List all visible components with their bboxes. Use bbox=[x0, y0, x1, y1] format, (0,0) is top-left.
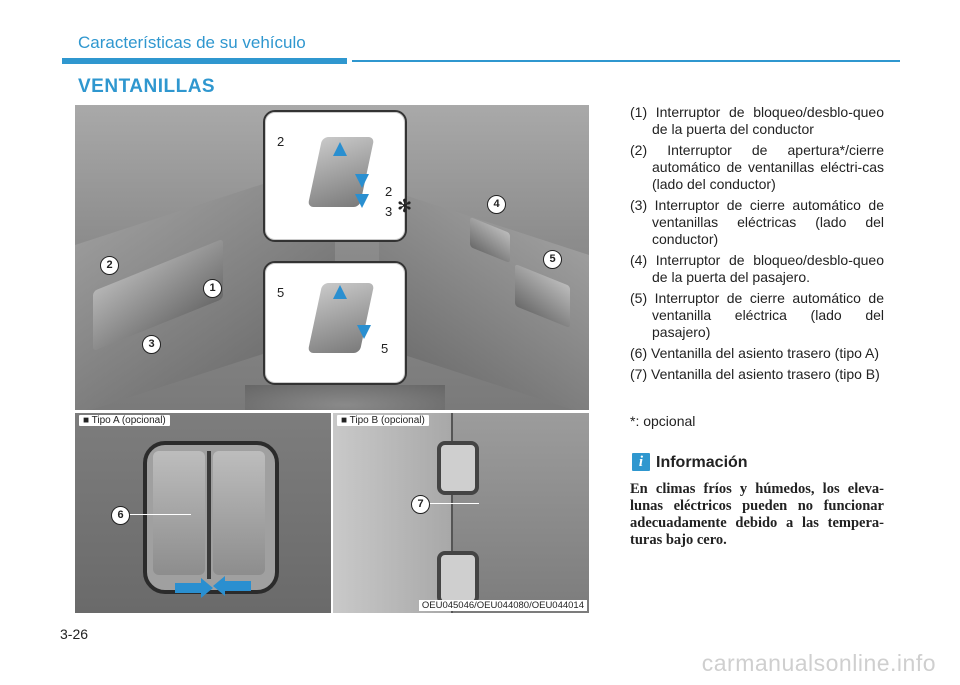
watermark: carmanualsonline.info bbox=[701, 650, 936, 676]
window-frame bbox=[143, 441, 279, 594]
window-divider bbox=[207, 451, 211, 579]
console-area bbox=[245, 385, 445, 410]
marker-1: 1 bbox=[203, 279, 222, 298]
marker-3: 3 bbox=[142, 335, 161, 354]
marker-5: 5 bbox=[543, 250, 562, 269]
leader-line bbox=[129, 514, 191, 515]
section-title: Características de su vehículo bbox=[78, 33, 306, 52]
callout-label: 5 bbox=[277, 285, 285, 300]
arrow-down-icon bbox=[355, 174, 369, 188]
callout-driver-switch bbox=[263, 110, 413, 242]
window-latch-icon bbox=[437, 551, 479, 605]
arrow-down-icon bbox=[357, 325, 371, 339]
callout-passenger-switch bbox=[263, 261, 407, 385]
chapter-heading: VENTANILLAS bbox=[78, 76, 216, 97]
arrow-up-icon bbox=[333, 142, 347, 156]
callout-label: 3 bbox=[385, 204, 393, 219]
arrow-down-icon bbox=[355, 194, 369, 208]
arrow-right-icon bbox=[175, 583, 201, 593]
legend-item: (1) Interruptor de bloqueo/desblo-queo de la puerta del conductor bbox=[630, 104, 884, 137]
legend-item: (7) Ventanilla del asiento trasero (tipo B) bbox=[630, 366, 880, 382]
legend-list bbox=[630, 104, 884, 387]
window-latch-icon bbox=[437, 441, 479, 495]
type-b-tag: ■ Tipo B (opcional) bbox=[337, 415, 429, 426]
header-accent-bar bbox=[62, 58, 347, 64]
legend-item: (2) Interruptor de apertura*/cierre automático de ventanillas eléctri-cas (lado del conductor) bbox=[630, 142, 884, 192]
marker-2: 2 bbox=[100, 256, 119, 275]
info-title: Información bbox=[656, 454, 748, 471]
page-number: 3-26 bbox=[60, 626, 89, 642]
info-body: En climas fríos y húmedos, los eleva-lunas eléctricos pueden no funcionar adecuadamente debido a las tempera-turas bajo cero. bbox=[630, 481, 884, 548]
callout-label: 2 bbox=[385, 184, 393, 199]
figure-code: OEU045046/OEU044080/OEU044014 bbox=[419, 600, 587, 611]
footnote: *: opcional bbox=[630, 413, 696, 429]
header-rule bbox=[352, 60, 900, 62]
window-pane bbox=[213, 451, 265, 575]
rear-window-type-b bbox=[333, 413, 589, 613]
type-a-tag: ■ Tipo A (opcional) bbox=[79, 415, 170, 426]
info-icon: i bbox=[632, 453, 650, 471]
rear-window-type-a bbox=[75, 413, 331, 613]
legend-item: (4) Interruptor de bloqueo/desblo-queo de la puerta del pasajero. bbox=[630, 252, 884, 285]
leader-line bbox=[429, 503, 479, 504]
window-pane bbox=[153, 451, 205, 575]
arrow-up-icon bbox=[333, 285, 347, 299]
legend-item: (5) Interruptor de cierre automático de ventanilla eléctrica (lado del pasajero) bbox=[630, 290, 884, 340]
arrow-left-icon bbox=[225, 581, 251, 591]
marker-4: 4 bbox=[487, 195, 506, 214]
marker-6: 6 bbox=[111, 506, 130, 525]
optional-star: ✻ bbox=[397, 196, 413, 216]
legend-item: (6) Ventanilla del asiento trasero (tipo A) bbox=[630, 345, 880, 361]
marker-7: 7 bbox=[411, 495, 430, 514]
legend-item: (3) Interruptor de cierre automático de ventanillas eléctricas (lado del conductor) bbox=[630, 197, 884, 247]
callout-label: 5 bbox=[381, 341, 389, 356]
door-switches-illustration bbox=[75, 105, 589, 410]
door-pillar bbox=[333, 413, 453, 613]
callout-label: 2 bbox=[277, 134, 285, 149]
